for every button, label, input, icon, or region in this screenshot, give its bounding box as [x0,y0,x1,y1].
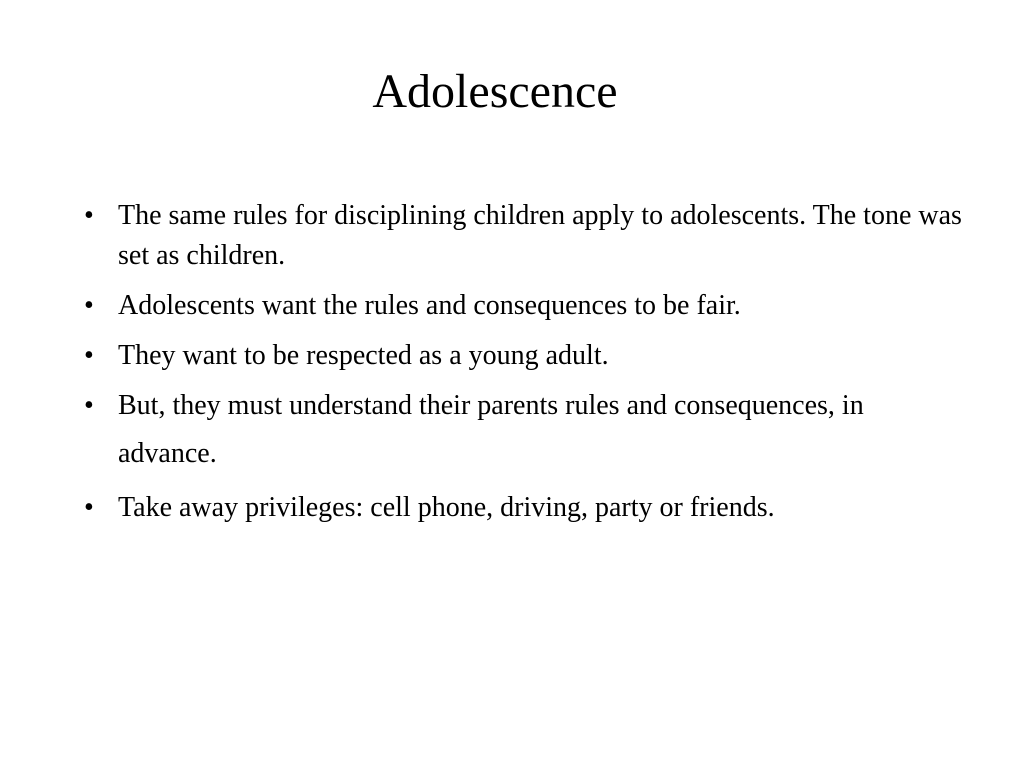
bullet-marker: • [84,390,94,421]
bullet-marker: • [84,340,94,371]
bullet-item [84,488,964,528]
bullet-item [84,336,964,376]
bullet-marker: • [84,200,94,231]
bullet-marker: • [84,492,94,523]
bullet-marker: • [84,290,94,321]
bullet-item [84,196,964,276]
bullet-text: Take away privileges: cell phone, driving, party or friends. [118,492,775,523]
slide-title: Adolescence [372,65,618,118]
bullet-text: They want to be respected as a young adult. [118,340,609,371]
bullet-text: The same rules for disciplining children apply to adolescents. The tone was set as children. [118,200,962,271]
bullet-text: Adolescents want the rules and consequences to be fair. [118,290,741,321]
bullet-item [84,286,964,326]
bullet-item [84,382,964,478]
bullet-list [84,196,964,538]
bullet-text: But, they must understand their parents rules and consequences, in advance. [118,390,864,469]
